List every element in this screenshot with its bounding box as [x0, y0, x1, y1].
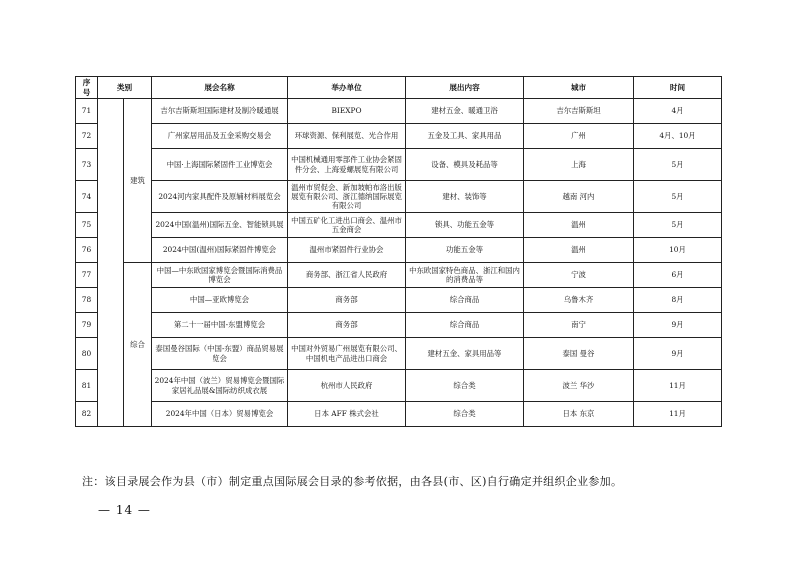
row-time: 9月: [634, 313, 722, 338]
row-time: 4月、10月: [634, 124, 722, 149]
row-organizer: 商务部: [288, 288, 406, 313]
exhibition-table: [75, 76, 722, 427]
row-name: 中国·上海国际紧固件工业博览会: [152, 149, 288, 181]
row-name: 2024年中国（日本）贸易博览会: [152, 402, 288, 427]
header-name: 展会名称: [152, 77, 288, 99]
row-name: 吉尔吉斯斯坦国际建材及制冷暖通展: [152, 99, 288, 124]
row-content: 五金及工具、家具用品: [406, 124, 524, 149]
row-time: 5月: [634, 149, 722, 181]
row-name: 2024年中国（波兰）贸易博览会暨国际家居礼品展&国际纺织成衣展: [152, 370, 288, 402]
row-content: 综合商品: [406, 288, 524, 313]
table-header-row: [76, 77, 722, 99]
row-organizer: 杭州市人民政府: [288, 370, 406, 402]
row-content: 功能五金等: [406, 238, 524, 263]
row-city: 日本 东京: [524, 402, 634, 427]
footnote: 注：该目录展会作为县（市）制定重点国际展会目录的参考依据，由各县(市、区)自行确定并组织企业参加。: [82, 475, 623, 488]
header-time: 时间: [634, 77, 722, 99]
row-city: 乌鲁木齐: [524, 288, 634, 313]
row-time: 9月: [634, 338, 722, 370]
row-time: 5月: [634, 213, 722, 238]
row-no: 76: [76, 238, 98, 263]
row-name: 中国—亚欧博览会: [152, 288, 288, 313]
row-content: 综合商品: [406, 313, 524, 338]
table-row: [76, 263, 722, 288]
row-city: 吉尔吉斯斯坦: [524, 99, 634, 124]
row-organizer: 温州市贸促会、新加坡帕布洛出版展览有限公司、浙江德纳国际展览有限公司: [288, 181, 406, 213]
table-row: [76, 238, 722, 263]
header-category: 类别: [98, 77, 152, 99]
row-name: 泰国曼谷国际（中国-东盟）商品贸易展览会: [152, 338, 288, 370]
row-organizer: BIEXPO: [288, 99, 406, 124]
row-name: 广州家居用品及五金采购交易会: [152, 124, 288, 149]
header-city: 城市: [524, 77, 634, 99]
row-organizer: 日本 AFF 株式会社: [288, 402, 406, 427]
row-no: 79: [76, 313, 98, 338]
row-city: 波兰 华沙: [524, 370, 634, 402]
row-content: 中东欧国家特色商品、浙江和国内的消费品等: [406, 263, 524, 288]
table-row: [76, 338, 722, 370]
table-row: [76, 288, 722, 313]
row-name: 2024河内家具配件及原辅材料展览会: [152, 181, 288, 213]
table-row: [76, 149, 722, 181]
row-content: 建材五金、家具用品等: [406, 338, 524, 370]
row-no: 81: [76, 370, 98, 402]
table-row: [76, 402, 722, 427]
row-name: 2024中国(温州)国际紧固件博览会: [152, 238, 288, 263]
row-organizer: 商务部: [288, 313, 406, 338]
row-no: 80: [76, 338, 98, 370]
row-content: 综合类: [406, 370, 524, 402]
row-organizer: 温州市紧固件行业协会: [288, 238, 406, 263]
table-row: [76, 370, 722, 402]
row-city: 广州: [524, 124, 634, 149]
row-no: 77: [76, 263, 98, 288]
row-time: 8月: [634, 288, 722, 313]
category-construction: 建筑: [124, 99, 152, 263]
row-content: 建材五金、暖通卫浴: [406, 99, 524, 124]
row-city: 越南 河内: [524, 181, 634, 213]
row-name: 中国—中东欧国家博览会暨国际消费品博览会: [152, 263, 288, 288]
table-row: [76, 213, 722, 238]
row-city: 泰国 曼谷: [524, 338, 634, 370]
row-time: 5月: [634, 181, 722, 213]
row-city: 南宁: [524, 313, 634, 338]
row-content: 综合类: [406, 402, 524, 427]
row-time: 6月: [634, 263, 722, 288]
page-number: — 14 —: [98, 503, 151, 517]
table-row: [76, 99, 722, 124]
row-no: 71: [76, 99, 98, 124]
header-organizer: 举办单位: [288, 77, 406, 99]
row-no: 82: [76, 402, 98, 427]
row-organizer: 中国五矿化工进出口商会、温州市五金商会: [288, 213, 406, 238]
row-time: 11月: [634, 370, 722, 402]
row-city: 上海: [524, 149, 634, 181]
header-no: 序 号: [76, 77, 98, 99]
category-general: 综合: [124, 263, 152, 427]
row-time: 11月: [634, 402, 722, 427]
row-no: 73: [76, 149, 98, 181]
table-row: [76, 124, 722, 149]
row-organizer: 环球资源、保利展览、光合作用: [288, 124, 406, 149]
row-city: 宁波: [524, 263, 634, 288]
category-spacer: [98, 99, 124, 427]
row-no: 74: [76, 181, 98, 213]
row-time: 4月: [634, 99, 722, 124]
row-content: 建材、装饰等: [406, 181, 524, 213]
header-content: 展出内容: [406, 77, 524, 99]
row-content: 设备、模具及耗品等: [406, 149, 524, 181]
row-no: 78: [76, 288, 98, 313]
table-row: [76, 181, 722, 213]
row-no: 75: [76, 213, 98, 238]
row-name: 2024中国(温州)国际五金、智能锁具展: [152, 213, 288, 238]
row-no: 72: [76, 124, 98, 149]
row-organizer: 中国机械通用零部件工业协会紧固件分会、上海爱螺展览有限公司: [288, 149, 406, 181]
row-name: 第二十一届中国-东盟博览会: [152, 313, 288, 338]
table-row: [76, 313, 722, 338]
row-organizer: 中国对外贸易广州展览有限公司、中国机电产品进出口商会: [288, 338, 406, 370]
row-time: 10月: [634, 238, 722, 263]
row-city: 温州: [524, 238, 634, 263]
row-organizer: 商务部、浙江省人民政府: [288, 263, 406, 288]
row-city: 温州: [524, 213, 634, 238]
row-content: 锁具、功能五金等: [406, 213, 524, 238]
